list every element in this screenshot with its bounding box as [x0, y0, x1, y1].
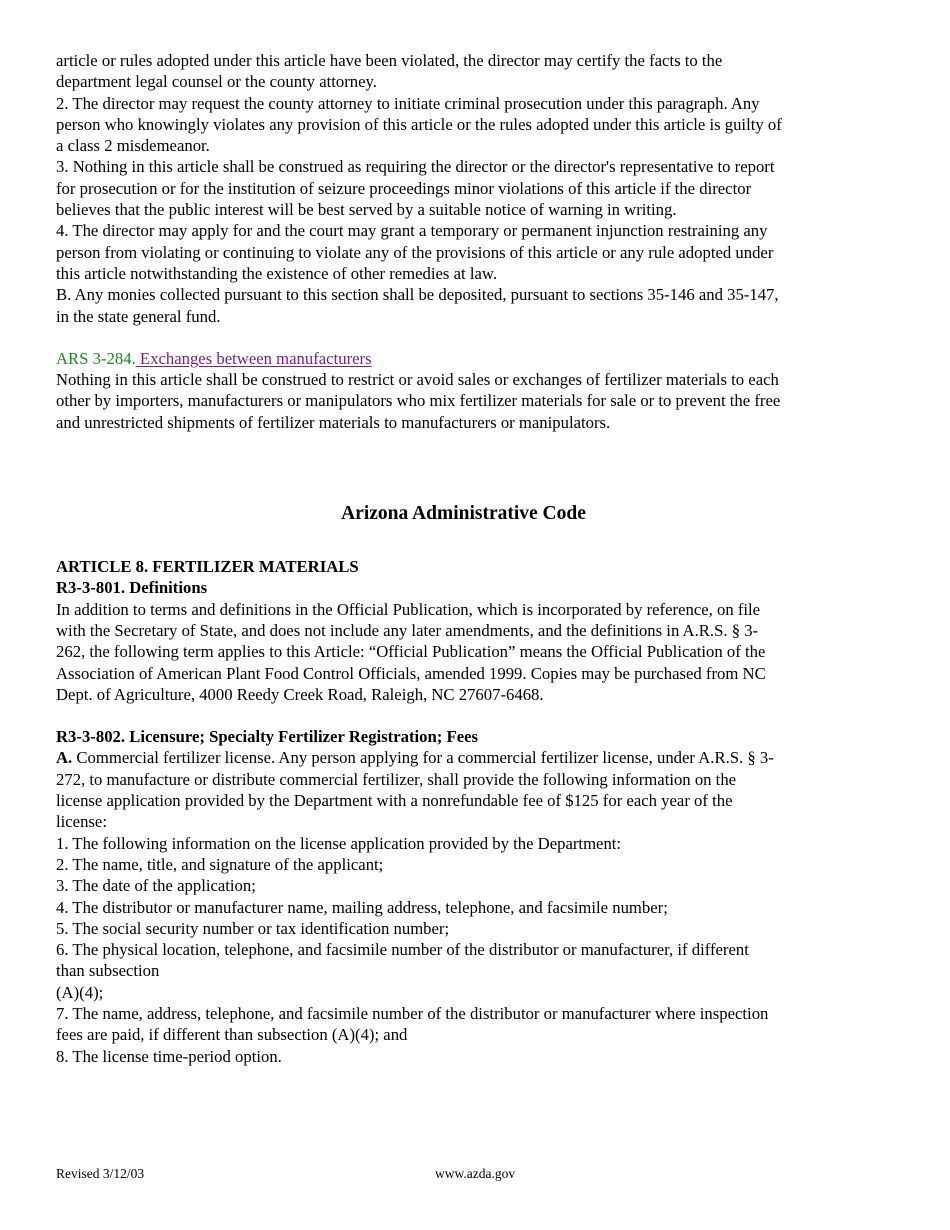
text-line: 2. The director may request the county attorney to initiate criminal prosecution under this paragraph. Any	[56, 93, 760, 113]
text-line: other by importers, manufacturers or manipulators who mix fertilizer materials for sale or to prevent the free	[56, 391, 781, 411]
list-item: 3. The date of the application;	[56, 876, 256, 896]
ars-code: ARS 3-284.	[56, 348, 136, 368]
text-line: 4. The director may apply for and the court may grant a temporary or permanent injunction restraining any	[56, 221, 768, 241]
list-item: 4. The distributor or manufacturer name, mailing address, telephone, and facsimile number;	[56, 897, 668, 917]
text-line: Dept. of Agriculture, 4000 Reedy Creek Road, Raleigh, NC 27607-6468.	[56, 684, 544, 704]
text-line: and unrestricted shipments of fertilizer materials to manufacturers or manipulators.	[56, 412, 611, 432]
text-line: believes that the public interest will be best served by a suitable notice of warning in writing.	[56, 200, 677, 220]
page-title: Arizona Administrative Code	[341, 503, 586, 525]
spacer	[56, 327, 871, 348]
list-item: 1. The following information on the license application provided by the Department:	[56, 833, 622, 853]
ars-heading	[56, 348, 871, 369]
list-item: than subsection	[56, 961, 160, 981]
text-span: Commercial fertilizer license. Any person applying for a commercial fertilizer license, under A.R.S. § 3-	[72, 748, 774, 768]
text-line: for prosecution or for the institution of seizure proceedings minor violations of this article if the director	[56, 178, 752, 198]
article-8-section	[56, 556, 871, 1067]
text-line: B. Any monies collected pursuant to this section shall be deposited, pursuant to sections 35-146 and 35-147,	[56, 285, 779, 305]
list-item: 2. The name, title, and signature of the applicant;	[56, 854, 384, 874]
text-line: 272, to manufacture or distribute commercial fertilizer, shall provide the following information on the	[56, 769, 737, 789]
list-item: 6. The physical location, telephone, and facsimile number of the distributor or manufacturer, if different	[56, 940, 749, 960]
text-line: article or rules adopted under this article have been violated, the director may certify the facts to the	[56, 51, 723, 70]
text-line: in the state general fund.	[56, 306, 221, 326]
text-line: 3. Nothing in this article shall be construed as requiring the director or the director's representative to report	[56, 157, 775, 177]
text-line: this article notwithstanding the existence of other remedies at law.	[56, 263, 497, 283]
list-item: 5. The social security number or tax identification number;	[56, 918, 450, 938]
text-line: 262, the following term applies to this Article: “Official Publication” means the Official Publication of the	[56, 642, 766, 662]
article-heading: ARTICLE 8. FERTILIZER MATERIALS	[56, 557, 359, 577]
spacer	[56, 705, 871, 726]
ars-title-link[interactable]: Exchanges between manufacturers	[135, 348, 372, 368]
text-line: license application provided by the Department with a nonrefundable fee of $125 for each year of the	[56, 791, 733, 811]
text-line: In addition to terms and definitions in the Official Publication, which is incorporated by reference, on file	[56, 599, 761, 619]
document-page	[56, 50, 871, 1067]
ars-3-284-section	[56, 348, 871, 433]
section-top-text	[56, 50, 871, 327]
text-line: Nothing in this article shall be construed to restrict or avoid sales or exchanges of fertilizer materials to each	[56, 370, 779, 390]
subsection-label: A.	[56, 748, 73, 768]
text-line: person from violating or continuing to violate any of the provisions of this article or any rule adopted under	[56, 242, 774, 262]
text-line: Association of American Plant Food Control Officials, amended 1999. Copies may be purchased from NC	[56, 663, 766, 683]
text-line: a class 2 misdemeanor.	[56, 136, 210, 156]
list-item: 8. The license time-period option.	[56, 1046, 282, 1066]
r802-heading: R3-3-802. Licensure; Specialty Fertilizer Registration; Fees	[56, 727, 479, 747]
text-line: license:	[56, 812, 107, 832]
list-item: fees are paid, if different than subsection (A)(4); and	[56, 1025, 408, 1045]
r801-heading: R3-3-801. Definitions	[56, 578, 208, 598]
list-item: 7. The name, address, telephone, and facsimile number of the distributor or manufacturer where inspection	[56, 1003, 769, 1023]
r802-a-line	[56, 747, 871, 768]
text-line: person who knowingly violates any provision of this article or the rules adopted under this article is guilty of	[56, 114, 782, 134]
text-line: with the Secretary of State, and does not include any later amendments, and the definitions in A.R.S. § 3-	[56, 620, 759, 640]
footer-revised: Revised 3/12/03	[56, 1166, 145, 1181]
footer-site: www.azda.gov	[435, 1166, 516, 1181]
text-line: department legal counsel or the county attorney.	[56, 72, 377, 92]
list-item: (A)(4);	[56, 982, 104, 1002]
